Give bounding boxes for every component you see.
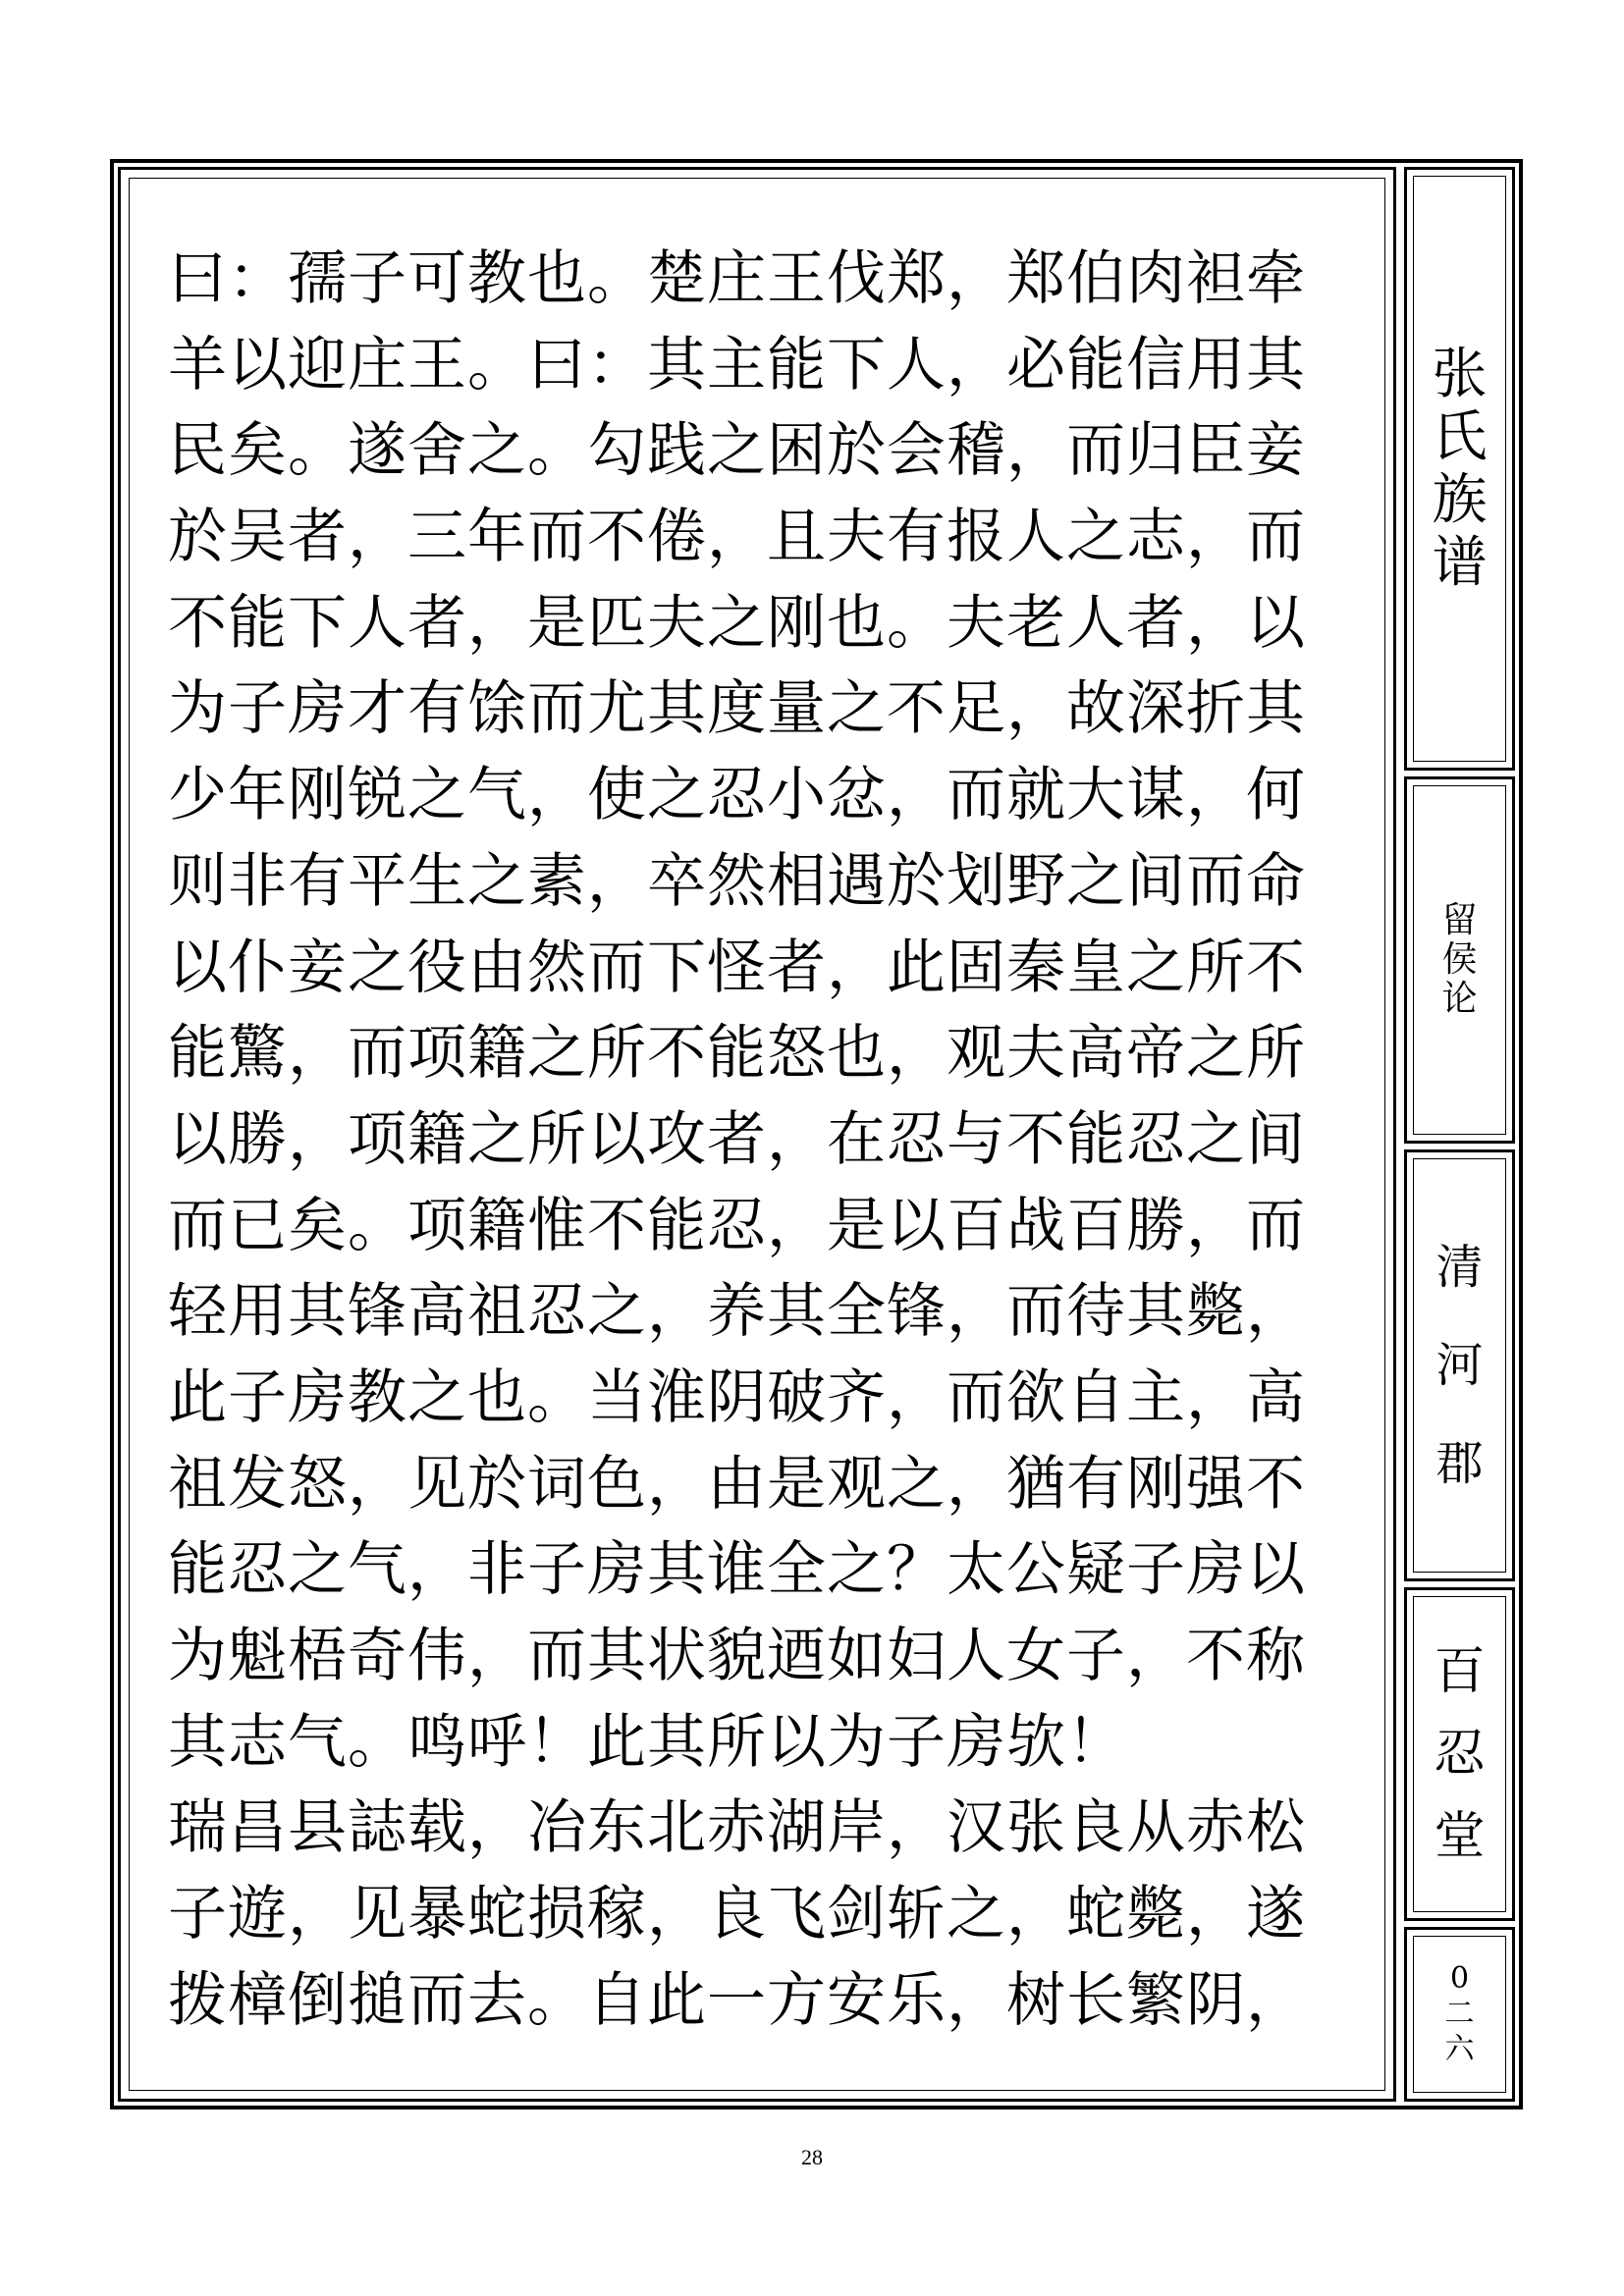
text-line: 以勝，项籍之所以攻者，在忍与不能忍之间 xyxy=(168,1104,1306,1174)
chapter-title-char: 留 xyxy=(1441,900,1478,940)
book-title-char: 张 xyxy=(1432,342,1488,406)
hall-name-cell xyxy=(1404,1587,1515,1921)
main-text-panel xyxy=(118,167,1396,2102)
text-line: 曰：孺子可教也。楚庄王伐郑，郑伯肉袒牵 xyxy=(168,244,1306,313)
clan-name-char: 河 xyxy=(1435,1338,1484,1393)
book-title-cell xyxy=(1404,167,1515,771)
hall-name-char: 百 xyxy=(1434,1642,1486,1701)
book-title-char: 氏 xyxy=(1432,404,1488,469)
text-line: 轻用其锋高祖忍之，养其全锋，而待其斃， xyxy=(168,1277,1306,1347)
leaf-number-char: 二 xyxy=(1444,1997,1475,2031)
text-line: 瑞昌县誌载，冶东北赤湖岸，汉张良从赤松 xyxy=(168,1793,1306,1863)
text-line: 於吴者，三年而不倦，且夫有报人之志，而 xyxy=(168,503,1306,572)
text-line: 子遊，见暴蛇损稼，良飞剑斩之，蛇斃，遂 xyxy=(168,1880,1306,1949)
text-line: 拨樟倒搥而去。自此一方安乐，树长繁阴， xyxy=(168,1965,1306,2035)
leaf-number-char: 0 xyxy=(1449,1961,1470,1996)
chapter-title-cell xyxy=(1404,776,1515,1144)
text-line: 祖发怒，见於词色，由是观之，猶有刚强不 xyxy=(168,1449,1306,1519)
text-line: 为子房才有馀而尤其度量之不足，故深折其 xyxy=(168,674,1306,744)
leaf-number-char: 六 xyxy=(1444,2032,1475,2066)
book-title-char: 谱 xyxy=(1432,530,1488,595)
text-line: 能驚，而项籍之所不能怒也，观夫高帝之所 xyxy=(168,1019,1306,1089)
text-line: 能忍之气，非子房其谁全之？太公疑子房以 xyxy=(168,1535,1306,1605)
hall-name-char: 堂 xyxy=(1434,1807,1486,1866)
clan-name-char: 清 xyxy=(1435,1240,1484,1295)
text-line: 则非有平生之素，卒然相遇於划野之间而命 xyxy=(168,846,1306,916)
side-title-column xyxy=(1404,167,1515,2102)
chapter-title-char: 侯 xyxy=(1441,939,1478,980)
body-text xyxy=(168,237,1336,2044)
text-line: 羊以迎庄王。曰：其主能下人，必能信用其 xyxy=(168,330,1306,400)
text-line: 不能下人者，是匹夫之刚也。夫老人者，以 xyxy=(168,588,1306,658)
text-line: 民矣。遂舍之。勾践之困於会稽，而归臣妾 xyxy=(168,416,1306,486)
text-line: 其志气。鸣呼！此其所以为子房欤！ xyxy=(168,1707,1126,1777)
clan-name-char: 郡 xyxy=(1435,1436,1484,1491)
page-number: 28 xyxy=(801,2145,823,2169)
text-line: 以仆妾之役由然而下怪者，此固秦皇之所不 xyxy=(168,933,1306,1002)
hall-name-char: 忍 xyxy=(1434,1725,1486,1784)
book-title-char: 族 xyxy=(1432,467,1488,532)
text-line: 而已矣。项籍惟不能忍，是以百战百勝，而 xyxy=(168,1191,1306,1260)
text-line: 为魁梧奇伟，而其状貌迺如妇人女子，不称 xyxy=(168,1622,1306,1690)
clan-name-cell xyxy=(1404,1149,1515,1581)
chapter-title-char: 论 xyxy=(1441,979,1478,1019)
leaf-number-cell xyxy=(1404,1927,1515,2102)
text-line: 此子房教之也。当淮阴破齐，而欲自主，高 xyxy=(168,1362,1306,1432)
text-line: 少年刚锐之气，使之忍小忿，而就大谋，何 xyxy=(168,761,1306,830)
